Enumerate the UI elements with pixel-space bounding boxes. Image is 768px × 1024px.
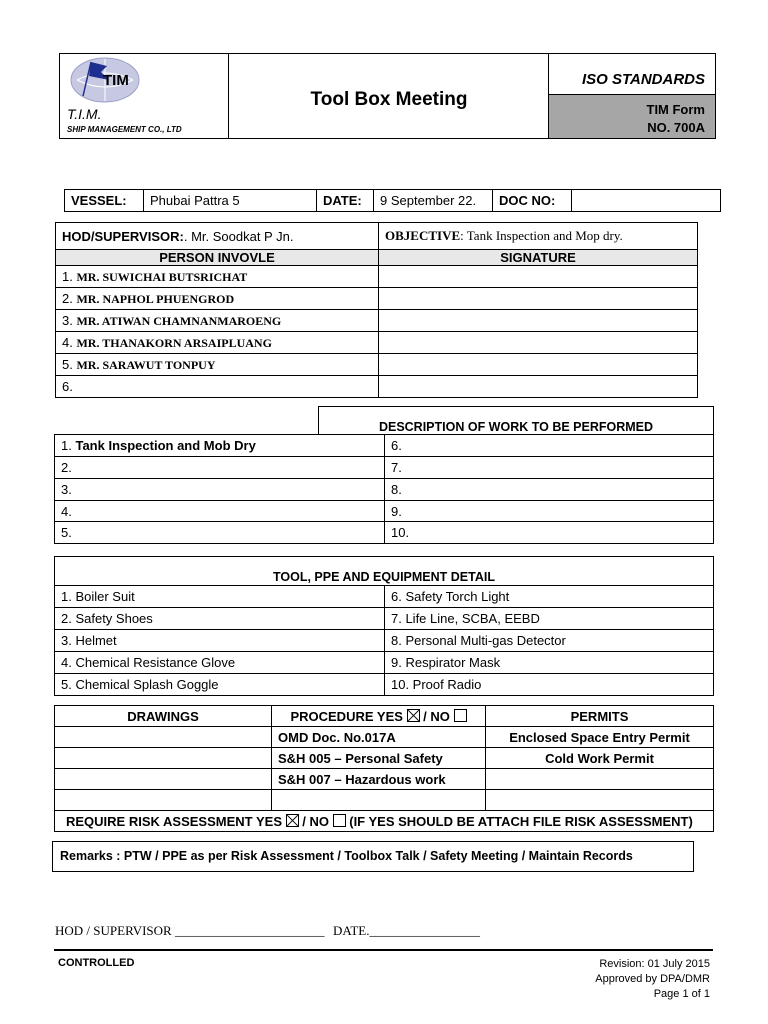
work-item[interactable]: 10.	[385, 522, 714, 544]
remarks-text: Remarks : PTW / PPE as per Risk Assessment / Toolbox Talk / Safety Meeting / Maintain Records	[60, 849, 633, 863]
signature-cell[interactable]	[379, 266, 698, 288]
table-row	[55, 630, 714, 652]
permit-cell[interactable]	[486, 790, 714, 811]
controlled-label: CONTROLLED	[58, 957, 135, 969]
table-row	[55, 608, 714, 630]
objective-label: OBJECTIVE	[385, 228, 461, 243]
hod-label: HOD/SUPERVISOR:	[62, 228, 184, 244]
work-item-number: 2.	[61, 460, 72, 475]
work-item[interactable]: 6.	[385, 435, 714, 457]
risk-no-label: / NO	[302, 813, 329, 829]
table-row	[56, 354, 698, 376]
company-name: T.I.M.	[67, 106, 102, 122]
person-name: MR. THANAKORN ARSAIPLUANG	[76, 335, 272, 350]
table-row	[55, 522, 714, 544]
tool-item: 8. Personal Multi-gas Detector	[385, 630, 714, 652]
work-item[interactable]: 9.	[385, 501, 714, 522]
remarks-box	[52, 841, 694, 872]
table-row	[55, 769, 714, 790]
revision-text: Revision: 01 July 2015	[599, 958, 710, 970]
tool-item: 10. Proof Radio	[385, 674, 714, 696]
person-number: 2.	[62, 290, 73, 306]
table-row	[55, 457, 714, 479]
work-item-number: 1.	[61, 438, 72, 453]
vessel-value: Phubai Pattra 5	[144, 190, 317, 212]
table-row	[55, 652, 714, 674]
signature-cell[interactable]	[379, 332, 698, 354]
signature-column-header: SIGNATURE	[379, 250, 698, 266]
work-item[interactable]: 7.	[385, 457, 714, 479]
drawing-cell[interactable]	[55, 790, 272, 811]
doc-no-value	[572, 190, 721, 212]
objective-value: : Tank Inspection and Mop dry.	[460, 228, 623, 243]
approved-by-text: Approved by DPA/DMR	[595, 973, 710, 985]
tool-item: 5. Chemical Splash Goggle	[55, 674, 385, 696]
table-row	[55, 727, 714, 748]
table-row	[55, 435, 714, 457]
form-number: NO. 700A	[647, 120, 705, 135]
form-number-band	[549, 94, 715, 138]
hod-value: . Mr. Soodkat P Jn.	[183, 228, 294, 244]
work-table	[54, 434, 714, 544]
tool-item: 6. Safety Torch Light	[385, 586, 714, 608]
iso-standards-label: ISO STANDARDS	[581, 71, 705, 88]
tools-title: TOOL, PPE AND EQUIPMENT DETAIL	[55, 557, 714, 586]
procedures-table	[54, 705, 714, 832]
work-item[interactable]	[55, 501, 385, 522]
persons-table	[55, 222, 698, 398]
drawing-cell[interactable]	[55, 769, 272, 790]
drawings-header: DRAWINGS	[55, 706, 272, 727]
person-cell	[56, 310, 379, 332]
person-cell	[56, 332, 379, 354]
tools-table	[54, 556, 714, 696]
risk-yes-checkbox[interactable]	[286, 814, 299, 827]
procedure-cell[interactable]	[272, 790, 486, 811]
footer-divider	[54, 949, 713, 951]
procedure-no-checkbox[interactable]	[454, 709, 467, 722]
procedure-no-label: / NO	[423, 708, 450, 724]
footer-info	[595, 957, 710, 1002]
work-item[interactable]	[55, 522, 385, 544]
work-item-number: 3.	[61, 482, 72, 497]
supervisor-signature-line[interactable]: HOD / SUPERVISOR _______________________	[55, 923, 325, 938]
table-row	[56, 376, 698, 398]
tool-item: 2. Safety Shoes	[55, 608, 385, 630]
person-name: MR. NAPHOL PHUENGROD	[76, 291, 235, 306]
signature-cell[interactable]	[379, 354, 698, 376]
header-box	[59, 53, 716, 139]
signature-cell[interactable]	[379, 376, 698, 398]
tool-item: 4. Chemical Resistance Glove	[55, 652, 385, 674]
person-number: 5.	[62, 356, 73, 372]
procedure-cell: S&H 005 – Personal Safety	[272, 748, 486, 769]
risk-no-checkbox[interactable]	[333, 814, 346, 827]
risk-note: (IF YES SHOULD BE ATTACH FILE RISK ASSESSMENT)	[349, 813, 693, 829]
signoff-date-line[interactable]: DATE._________________	[333, 923, 480, 938]
work-item[interactable]: 8.	[385, 479, 714, 501]
person-cell	[56, 354, 379, 376]
doc-no-label: DOC NO:	[493, 190, 572, 212]
person-number: 1.	[62, 268, 73, 284]
drawing-cell[interactable]	[55, 748, 272, 769]
person-name: MR. SUWICHAI BUTSRICHAT	[76, 269, 248, 284]
date-label: DATE:	[317, 190, 374, 212]
procedure-yes-label: PROCEDURE YES	[290, 708, 403, 724]
tool-item: 3. Helmet	[55, 630, 385, 652]
vessel-info-table	[64, 189, 721, 212]
table-row	[55, 501, 714, 522]
person-name: MR. ATIWAN CHAMNANMAROENG	[76, 313, 282, 328]
work-item[interactable]	[55, 479, 385, 501]
table-row	[55, 586, 714, 608]
person-name: MR. SARAWUT TONPUY	[76, 357, 216, 372]
procedure-yes-checkbox[interactable]	[407, 709, 420, 722]
tool-item: 1. Boiler Suit	[55, 586, 385, 608]
permits-header: PERMITS	[486, 706, 714, 727]
tool-item: 7. Life Line, SCBA, EEBD	[385, 608, 714, 630]
person-number: 6.	[62, 378, 73, 394]
procedure-cell: S&H 007 – Hazardous work	[272, 769, 486, 790]
risk-assessment-row	[55, 811, 714, 832]
work-item-text: Tank Inspection and Mob Dry	[75, 438, 256, 453]
page-title: Tool Box Meeting	[310, 89, 468, 110]
procedure-cell: OMD Doc. No.017A	[272, 727, 486, 748]
signature-cell[interactable]	[379, 310, 698, 332]
table-row	[55, 790, 714, 811]
page-number: Page 1 of 1	[653, 988, 710, 1000]
person-number: 4.	[62, 334, 73, 350]
tool-item: 9. Respirator Mask	[385, 652, 714, 674]
drawing-cell[interactable]	[55, 727, 272, 748]
company-subtitle: SHIP MANAGEMENT CO., LTD	[67, 125, 182, 134]
person-cell	[56, 266, 379, 288]
work-title-box	[318, 406, 714, 435]
logo-text: TIM	[103, 72, 129, 89]
table-row	[55, 748, 714, 769]
form-label: TIM Form	[646, 102, 705, 117]
hod-cell	[56, 223, 379, 250]
table-row	[56, 310, 698, 332]
table-row	[56, 332, 698, 354]
objective-cell	[379, 223, 698, 250]
vessel-label: VESSEL:	[65, 190, 144, 212]
signature-cell[interactable]	[379, 288, 698, 310]
work-item[interactable]	[55, 435, 385, 457]
permit-cell[interactable]	[486, 769, 714, 790]
table-row	[56, 288, 698, 310]
permit-cell: Cold Work Permit	[486, 748, 714, 769]
work-title: DESCRIPTION OF WORK TO BE PERFORMED	[378, 420, 654, 434]
person-number: 3.	[62, 312, 73, 328]
table-row	[56, 266, 698, 288]
date-value: 9 September 22.	[374, 190, 493, 212]
person-column-header: PERSON INVOVLE	[56, 250, 379, 266]
company-logo	[67, 56, 141, 104]
work-item[interactable]	[55, 457, 385, 479]
person-cell	[56, 376, 379, 398]
table-row	[55, 479, 714, 501]
table-row	[55, 674, 714, 696]
work-item-number: 5.	[61, 525, 72, 540]
risk-yes-label: REQUIRE RISK ASSESSMENT YES	[66, 813, 282, 829]
work-item-number: 4.	[61, 503, 72, 519]
permit-cell: Enclosed Space Entry Permit	[486, 727, 714, 748]
person-cell	[56, 288, 379, 310]
procedure-header	[272, 706, 486, 727]
